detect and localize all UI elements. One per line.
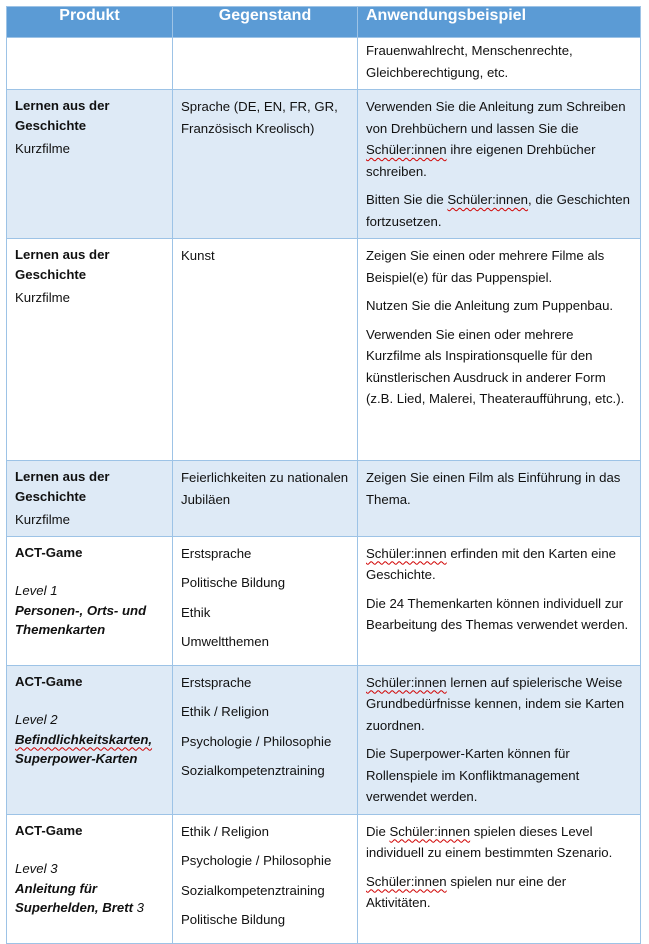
subject-text: Ethik / Religion (181, 823, 269, 839)
subject-cell (173, 461, 358, 537)
spellcheck-mark: Schüler:innen (366, 873, 447, 889)
example-text (366, 672, 632, 737)
subject-cell (173, 814, 358, 943)
example-text-part: ihre eigenen Drehbücher schreiben. (366, 142, 596, 179)
subject-text: Erstsprache (181, 674, 252, 690)
table-row (7, 239, 641, 461)
spellcheck-mark: Schüler:innen (389, 823, 471, 839)
header-row (7, 7, 641, 38)
example-text (366, 96, 632, 182)
example-text-part: spielen nur eine der Aktivitäten. (366, 873, 567, 910)
curriculum-table (6, 6, 641, 944)
level-label: Level 2 (15, 712, 58, 727)
header-gegenstand: Gegenstand (173, 7, 358, 38)
subject-text: Feierlichkeiten zu nationalen Jubiläen (181, 470, 349, 507)
example-text: Zeigen Sie einen Film als Einführung in das Thema. (366, 470, 621, 507)
subject-text: Sozialkompetenztraining (181, 763, 325, 778)
table-row (7, 90, 641, 239)
example-cell (358, 814, 641, 943)
example-text: Zeigen Sie einen oder mehrere Filme als Beispiel(e) für das Puppenspiel. (366, 248, 605, 285)
cards-label: Personen-, Orts- und Themenkarten (15, 602, 147, 637)
example-text-part: lernen auf spielerische Weise Grundbedürfnisse kennen, indem sie Karten zuordnen. (366, 674, 625, 733)
example-cell (358, 38, 641, 90)
subject-cell (173, 38, 358, 90)
product-subtitle: Kurzfilme (15, 141, 70, 156)
product-cell (7, 814, 173, 943)
product-subtitle: Kurzfilme (15, 512, 70, 527)
spellcheck-mark: Schüler:innen (447, 192, 529, 207)
product-cell (7, 536, 173, 665)
example-cell (358, 90, 641, 239)
example-text-part: Verwenden Sie die Anleitung zum Schreiben von Drehbüchern und lassen Sie die (366, 99, 626, 136)
cards-label-number: 3 (136, 900, 144, 915)
example-text-part: erfinden mit den Karten eine Geschichte. (366, 545, 617, 582)
subject-text: Sozialkompetenztraining (181, 882, 325, 898)
example-cell (358, 665, 641, 814)
example-cell (358, 461, 641, 537)
spellcheck-mark: Befindlichkeitskarten, (15, 731, 153, 747)
header-produkt: Produkt (7, 7, 173, 38)
subject-text: Politische Bildung (181, 912, 286, 927)
product-title: Lernen aus der Geschichte (15, 98, 110, 133)
level-label: Level 3 (15, 861, 58, 876)
subject-text: Ethik / Religion (181, 704, 269, 719)
product-cell (7, 461, 173, 537)
product-subtitle: Kurzfilme (15, 290, 70, 305)
example-cell (358, 239, 641, 461)
product-title: ACT-Game (15, 673, 83, 689)
table-row (7, 814, 641, 943)
example-text: Verwenden Sie einen oder mehrere Kurzfilme als Inspirationsquelle für den künstlerischen Ausdruck in anderer Form (z.B. Lied, Malerei, Theateraufführung, etc.). (366, 326, 625, 406)
cards-label (15, 879, 164, 918)
product-cell (7, 90, 173, 239)
subject-text: Erstsprache (181, 545, 252, 561)
spellcheck-mark: Schüler:innen (366, 142, 447, 157)
example-text: Frauenwahlrecht, Menschenrechte, Gleichberechtigung, etc. (366, 43, 573, 80)
spellcheck-mark: Schüler:innen (366, 545, 447, 561)
example-text (366, 871, 632, 914)
product-title: ACT-Game (15, 544, 83, 560)
subject-cell (173, 239, 358, 461)
table-row (7, 536, 641, 665)
subject-text: Umweltthemen (181, 634, 269, 649)
example-text (366, 821, 632, 864)
table-row (7, 38, 641, 90)
product-cell (7, 665, 173, 814)
header-anwendungsbeispiel: Anwendungsbeispiel (358, 7, 641, 38)
subject-text: Politische Bildung (181, 575, 286, 590)
subject-text: Sprache (DE, EN, FR, GR, Französisch Kreolisch) (181, 99, 338, 136)
product-cell (7, 239, 173, 461)
example-text (366, 543, 632, 586)
product-title: Lernen aus der Geschichte (15, 247, 110, 282)
table-row (7, 665, 641, 814)
example-text-part: , die Geschichten fortzusetzen. (366, 192, 630, 229)
subject-cell (173, 90, 358, 239)
example-text: Die 24 Themenkarten können individuell zur Bearbeitung des Themas verwendet werden. (366, 595, 629, 632)
table-row (7, 461, 641, 537)
subject-cell (173, 536, 358, 665)
subject-text: Psychologie / Philosophie (181, 853, 332, 868)
example-text: Die Superpower-Karten können für Rollenspiele im Konfliktmanagement verwendet werden. (366, 746, 580, 804)
example-text-part: spielen dieses Level individuell zu einem bestimmten Szenario. (366, 823, 613, 860)
subject-text: Ethik (181, 604, 211, 620)
example-text: Nutzen Sie die Anleitung zum Puppenbau. (366, 298, 614, 313)
example-text-part: Bitten Sie die (366, 192, 448, 207)
product-title: Lernen aus der Geschichte (15, 469, 110, 504)
product-cell (7, 38, 173, 90)
example-cell (358, 536, 641, 665)
cards-label (15, 730, 164, 769)
spellcheck-mark: Schüler:innen (366, 674, 447, 690)
product-title: ACT-Game (15, 822, 83, 838)
cards-label-part: Anleitung für Superhelden, Brett (15, 880, 133, 915)
subject-text: Psychologie / Philosophie (181, 733, 332, 749)
example-text-part: Die (366, 823, 390, 839)
example-text (366, 189, 632, 232)
level-label: Level 1 (15, 583, 58, 598)
cards-label-part: Superpower-Karten (15, 751, 138, 766)
subject-text: Kunst (181, 248, 215, 263)
subject-cell (173, 665, 358, 814)
